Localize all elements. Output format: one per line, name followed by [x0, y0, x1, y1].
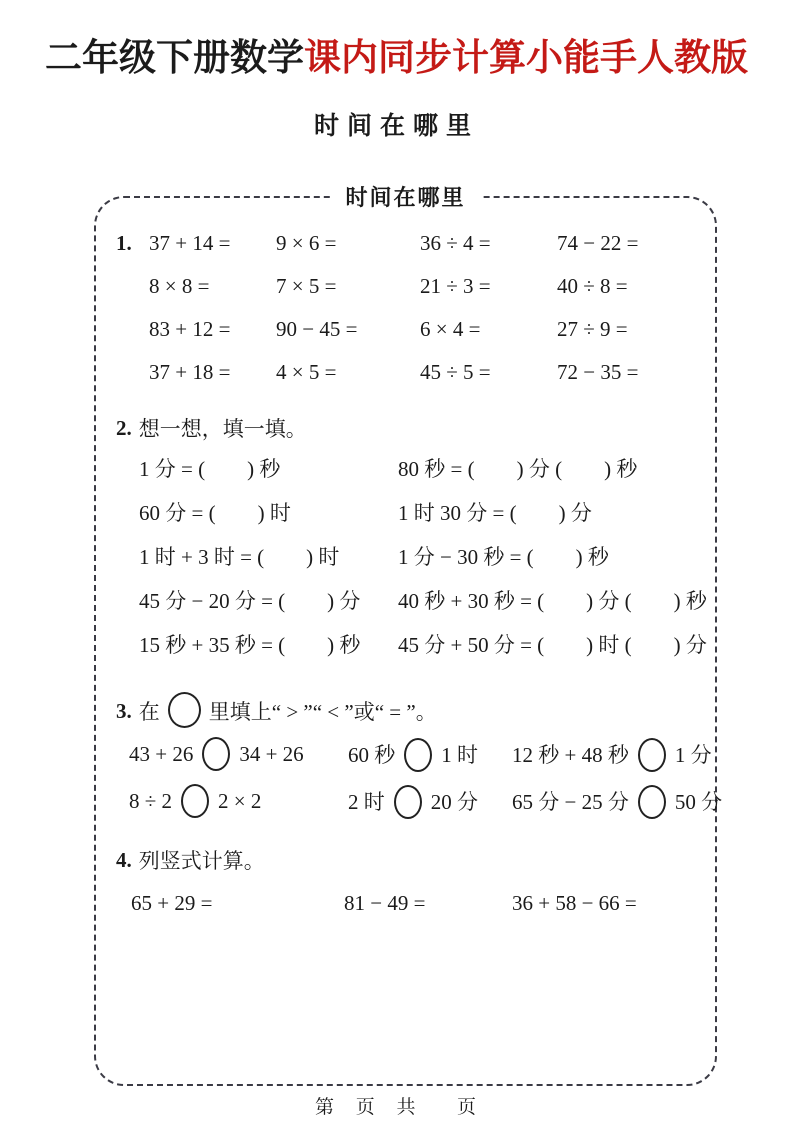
- comparison-left: 2 时: [348, 789, 385, 814]
- comparison-left: 12 秒 + 48 秒: [512, 742, 629, 767]
- comparison-left: 60 秒: [348, 742, 396, 767]
- math-expression: 40 ÷ 8 =: [557, 274, 628, 298]
- comparison-circle-icon: [638, 785, 666, 819]
- math-expression: 21 ÷ 3 =: [420, 274, 491, 298]
- math-expression: 37 + 14 =: [149, 231, 231, 255]
- math-expression: 4 × 5 =: [276, 360, 337, 384]
- comparison-right: 50 分: [674, 789, 723, 814]
- comparison-left: 65 分 − 25 分: [512, 789, 629, 814]
- section-2-heading: [116, 410, 705, 446]
- page-title-black-part: 二年级下册数学: [45, 37, 304, 78]
- math-expression: 27 ÷ 9 =: [557, 317, 628, 341]
- section-3-heading: [116, 690, 705, 732]
- comparison-right: 34 + 26: [239, 741, 304, 766]
- comparison-item: [348, 786, 512, 819]
- comparison-circle-icon: [404, 738, 432, 772]
- fill-blank-item: 60 分 = ( ) 时: [139, 501, 291, 525]
- comparison-right: 20 分: [430, 789, 478, 814]
- section-4-number: 4.: [116, 847, 132, 872]
- section-2-heading-text: 想一想，填一填。: [138, 417, 307, 441]
- page-title-red-part: 课内同步计算小能手人教版: [304, 37, 748, 78]
- fill-blank-item: 1 时 30 分 = ( ) 分: [398, 501, 592, 525]
- comparison-right: 1 时: [441, 742, 478, 767]
- comparison-item: [129, 788, 348, 818]
- math-expression: 65 + 29 =: [131, 890, 213, 915]
- exercise-box-label: 时间在哪里: [329, 181, 481, 212]
- math-expression: 6 × 4 =: [420, 317, 481, 341]
- math-expression: 83 + 12 =: [149, 317, 231, 341]
- page-title: [0, 34, 793, 82]
- comparison-circle-icon: [394, 785, 422, 819]
- section-1-row: [116, 351, 705, 394]
- exercise-box-content: [96, 198, 723, 928]
- fill-blank-item: 15 秒 + 35 秒 = ( ) 秒: [139, 633, 361, 657]
- comparison-item: [512, 739, 712, 772]
- section-2-row: [116, 534, 705, 578]
- section-3-number: 3.: [116, 698, 132, 723]
- section-4-row: [116, 878, 705, 928]
- comparison-right: 1 分: [674, 742, 712, 767]
- math-expression: 45 ÷ 5 =: [420, 360, 491, 384]
- math-expression: 36 ÷ 4 =: [420, 231, 491, 255]
- section-4-vertical-calculation: [116, 842, 705, 928]
- comparison-item: [512, 786, 722, 819]
- comparison-left: 43 + 26: [129, 741, 194, 766]
- fill-blank-item: 45 分 − 20 分 = ( ) 分: [139, 589, 361, 613]
- math-expression: 36 + 58 − 66 =: [512, 890, 637, 915]
- fill-blank-item: 1 分 − 30 秒 = ( ) 秒: [398, 545, 609, 569]
- section-2-row: [116, 622, 705, 666]
- fill-blank-item: 1 时 + 3 时 = ( ) 时: [139, 545, 340, 569]
- section-1-number: 1.: [116, 231, 132, 255]
- section-3-heading-prefix: 在: [138, 700, 160, 724]
- comparison-circle-icon: [202, 737, 230, 771]
- fill-blank-item: 45 分 + 50 分 = ( ) 时 ( ) 分: [398, 633, 707, 657]
- comparison-left: 8 ÷ 2: [129, 788, 173, 813]
- section-3-heading-suffix: 里填上“ > ”“ < ”或“ = ”。: [208, 700, 437, 724]
- section-1-row: [116, 222, 705, 265]
- math-expression: 74 − 22 =: [557, 231, 639, 255]
- section-2-fill-in-blanks: [116, 410, 705, 666]
- comparison-item: [129, 741, 348, 771]
- fill-blank-item: 40 秒 + 30 秒 = ( ) 分 ( ) 秒: [398, 589, 707, 613]
- math-expression: 81 − 49 =: [344, 890, 426, 915]
- fill-blank-item: 1 分 = ( ) 秒: [139, 457, 281, 481]
- section-1-oral-calculation: [116, 222, 705, 394]
- fill-blank-item: 80 秒 = ( ) 分 ( ) 秒: [398, 457, 638, 481]
- section-1-row: [116, 265, 705, 308]
- comparison-circle-icon: [638, 738, 666, 772]
- heading-circle-icon: [168, 692, 201, 728]
- section-1-row: [116, 308, 705, 351]
- exercise-box: [94, 185, 723, 1086]
- lesson-subtitle: 时间在哪里: [313, 113, 479, 140]
- math-expression: 7 × 5 =: [276, 274, 337, 298]
- section-2-row: [116, 578, 705, 622]
- section-2-number: 2.: [116, 415, 132, 440]
- section-3-row: [116, 732, 712, 779]
- comparison-item: [348, 739, 512, 772]
- section-3-comparison: [116, 690, 723, 826]
- section-3-row: [116, 779, 723, 826]
- comparison-right: 2 × 2: [218, 788, 262, 813]
- math-expression: 9 × 6 =: [276, 231, 337, 255]
- math-expression: 37 + 18 =: [149, 360, 231, 384]
- section-4-heading-text: 列竖式计算。: [138, 849, 265, 873]
- section-2-row: [116, 446, 705, 490]
- math-expression: 72 − 35 =: [557, 360, 639, 384]
- comparison-circle-icon: [181, 784, 209, 818]
- math-expression: 8 × 8 =: [149, 274, 210, 298]
- page-footer: 第 页 共 页: [314, 1097, 478, 1118]
- section-2-row: [116, 490, 705, 534]
- math-expression: 90 − 45 =: [276, 317, 358, 341]
- section-4-heading: [116, 842, 705, 878]
